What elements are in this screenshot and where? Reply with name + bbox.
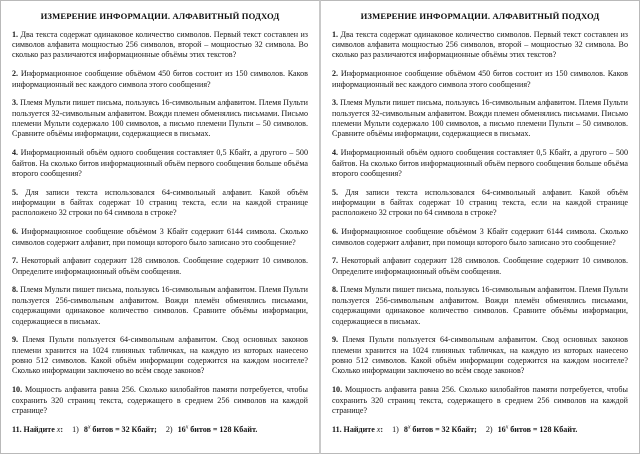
problem-number: 1.	[332, 29, 339, 39]
problem-number: 5.	[332, 187, 339, 197]
part1-base: 8	[403, 424, 408, 434]
problem-item-6	[12, 227, 308, 248]
problem-text: Информационное сообщение объёмом 3 Кбайт содержит 6144 символа. Сколько символов содержит алфавит, при помощи которого было записано это сообщение?	[332, 227, 629, 247]
problem-item-1	[12, 30, 308, 61]
problem-item-4	[12, 148, 308, 179]
problem-item-5	[332, 188, 628, 219]
problem-lead: Найдите	[23, 424, 55, 434]
problem-item-9	[332, 335, 628, 377]
problem-item-9	[12, 335, 308, 377]
problem-text: Два текста содержат одинаковое количество символов. Первый текст составлен из символов алфавита мощностью 256 символов, второй – мощностью 32 символа. Во сколько раз различаются информационные объёмы этих текстов?	[332, 29, 628, 60]
problem-number: 8.	[332, 285, 339, 295]
problem-text: Информационный объём одного сообщения составляет 0,5 Кбайт, а другого – 500 байтов. На сколько битов информационный объём первого сообщения больше объёма второго сообщения?	[12, 148, 309, 178]
problem-colon: :	[380, 424, 384, 434]
problem-number: 2.	[332, 69, 339, 79]
problem-item-2	[332, 69, 628, 90]
problem-number: 7.	[12, 256, 19, 266]
problem-item-2	[12, 69, 308, 90]
problem-item-8	[12, 285, 308, 327]
problem-item-1	[332, 30, 628, 61]
problem-number: 10.	[12, 385, 23, 395]
part2-exponent: x	[505, 423, 509, 430]
problem-number: 11.	[12, 424, 22, 434]
problem-text: Информационное сообщение объёмом 450 битов состоит из 150 символов. Каков информационный вес каждого символа этого сообщения?	[12, 69, 309, 89]
problem-list-left	[12, 30, 308, 435]
problem-text: Некоторый алфавит содержит 128 символов. Сообщение содержит 10 символов. Определите информационный объём сообщения.	[12, 256, 308, 276]
problem-text: Племя Мульти пишет письма, пользуясь 16-символьным алфавитом. Племя Пульти пользуется 256-символьным алфавитом. Вожди племён обменялись письмами, содержащими одинаковое количество символов. Сравните объёмы информации, содержащиеся в письмах.	[332, 285, 629, 326]
problem-item-10	[12, 385, 308, 416]
part2-base: 16	[177, 424, 186, 434]
part2-label: 2)	[165, 424, 173, 434]
problem-number: 3.	[12, 98, 19, 108]
part2-rest: битов = 128 Кбайт.	[510, 424, 578, 434]
problem-number: 7.	[332, 256, 339, 266]
part2-exponent: x	[185, 423, 189, 430]
problem-text: Для записи текста использовался 64-символьный алфавит. Какой объём информации в байтах содержат 10 страниц текста, если на каждой странице расположено 32 строки по 64 символа в строке?	[332, 187, 628, 218]
problem-number: 1.	[12, 29, 19, 39]
part2-label: 2)	[485, 424, 493, 434]
problem-number: 8.	[12, 285, 19, 295]
problem-list-right	[332, 30, 628, 435]
problem-text: Информационное сообщение объёмом 3 Кбайт содержит 6144 символа. Сколько символов содержит алфавит, при помощи которого было записано это сообщение?	[12, 227, 309, 247]
part1-rest: битов = 32 Кбайт;	[412, 424, 477, 434]
part1-rest: битов = 32 Кбайт;	[92, 424, 157, 434]
problem-text: Мощность алфавита равна 256. Сколько килобайтов памяти потребуется, чтобы сохранить 320 страниц текста, содержащего в среднем 256 символов на каждой странице?	[332, 385, 628, 415]
problem-number: 10.	[332, 385, 343, 395]
problem-item-11	[332, 425, 628, 435]
problem-number: 4.	[12, 148, 19, 158]
part2-base: 16	[497, 424, 506, 434]
part1-exponent: x	[407, 423, 411, 430]
problem-number: 4.	[332, 148, 339, 158]
problem-number: 5.	[12, 187, 19, 197]
problem-item-3	[332, 98, 628, 140]
problem-number: 3.	[332, 98, 339, 108]
problem-text: Некоторый алфавит содержит 128 символов. Сообщение содержит 10 символов. Определите информационный объём сообщения.	[332, 256, 628, 276]
problem-text: Племя Мульти пишет письма, пользуясь 16-символьным алфавитом. Племя Пульти пользуется 32-символьным алфавитом. Вожди племен обменялись письмами. Письмо племени Мульти содержало 100 символов, а письмо племени Пульти – 50 символов. Сравните объёмы информации, содержащиеся в письмах.	[332, 98, 629, 139]
problem-text: Племя Мульти пишет письма, пользуясь 16-символьным алфавитом. Племя Пульти пользуется 256-символьным алфавитом. Вожди племён обменялись письмами, содержащими одинаковое количество символов. Сравните объёмы информации, содержащиеся в письмах.	[12, 285, 309, 326]
problem-text: Для записи текста использовался 64-символьный алфавит. Какой объём информации в байтах содержат 10 страниц текста, если на каждой странице расположено 32 строки по 64 символа в строке?	[12, 187, 308, 218]
part1-exponent: x	[87, 423, 91, 430]
problem-text: Племя Пульти пользуется 64-символьным алфавитом. Свод основных законов племени хранится на 1024 глиняных табличках, на каждую из которых нанесено ровно 512 символов. Какой объём информации содержится на каждом носителе? Сколько информации заключено во всём своде законов?	[332, 335, 629, 376]
page-title-left: ИЗМЕРЕНИЕ ИНФОРМАЦИИ. АЛФАВИТНЫЙ ПОДХОД	[40, 11, 280, 21]
problem-item-7	[12, 256, 308, 277]
page-title-right: ИЗМЕРЕНИЕ ИНФОРМАЦИИ. АЛФАВИТНЫЙ ПОДХОД	[360, 11, 600, 21]
part2-rest: битов = 128 Кбайт.	[190, 424, 258, 434]
problem-number: 2.	[12, 69, 19, 79]
problem-lead: Найдите	[343, 424, 375, 434]
problem-text: Информационное сообщение объёмом 450 битов состоит из 150 символов. Каков информационный вес каждого символа этого сообщения?	[332, 69, 629, 89]
problem-item-3	[12, 98, 308, 140]
problem-number: 11.	[332, 424, 342, 434]
worksheet-column-right	[320, 0, 640, 454]
problem-colon: :	[60, 424, 64, 434]
problem-variable: x	[56, 424, 61, 434]
problem-item-10	[332, 385, 628, 416]
problem-variable: x	[376, 424, 381, 434]
problem-item-4	[332, 148, 628, 179]
problem-text: Информационный объём одного сообщения составляет 0,5 Кбайт, а другого – 500 байтов. На сколько битов информационный объём первого сообщения больше объёма второго сообщения?	[332, 148, 629, 178]
part1-base: 8	[83, 424, 88, 434]
part1-label: 1)	[72, 424, 79, 434]
problem-text: Мощность алфавита равна 256. Сколько килобайтов памяти потребуется, чтобы сохранить 320 страниц текста, содержащего в среднем 256 символов на каждой странице?	[12, 385, 308, 415]
problem-item-5	[12, 188, 308, 219]
problem-item-6	[332, 227, 628, 248]
part1-label: 1)	[392, 424, 399, 434]
problem-text: Племя Мульти пишет письма, пользуясь 16-символьным алфавитом. Племя Пульти пользуется 32-символьным алфавитом. Вожди племен обменялись письмами. Письмо племени Мульти содержало 100 символов, а письмо племени Пульти – 50 символов. Сравните объёмы информации, содержащиеся в письмах.	[12, 98, 309, 139]
problem-text: Племя Пульти пользуется 64-символьным алфавитом. Свод основных законов племени хранится на 1024 глиняных табличках, на каждую из которых нанесено ровно 512 символов. Какой объём информации содержится на каждом носителе? Сколько информации заключено во всём своде законов?	[12, 335, 309, 376]
problem-number: 9.	[12, 335, 19, 345]
problem-number: 9.	[332, 335, 339, 345]
problem-text: Два текста содержат одинаковое количество символов. Первый текст составлен из символов алфавита мощностью 256 символов, второй – мощностью 32 символа. Во сколько раз различаются информационные объёмы этих текстов?	[12, 29, 308, 60]
problem-number: 6.	[12, 227, 19, 237]
problem-item-7	[332, 256, 628, 277]
problem-item-11	[12, 425, 308, 435]
problem-number: 6.	[332, 227, 339, 237]
problem-item-8	[332, 285, 628, 327]
